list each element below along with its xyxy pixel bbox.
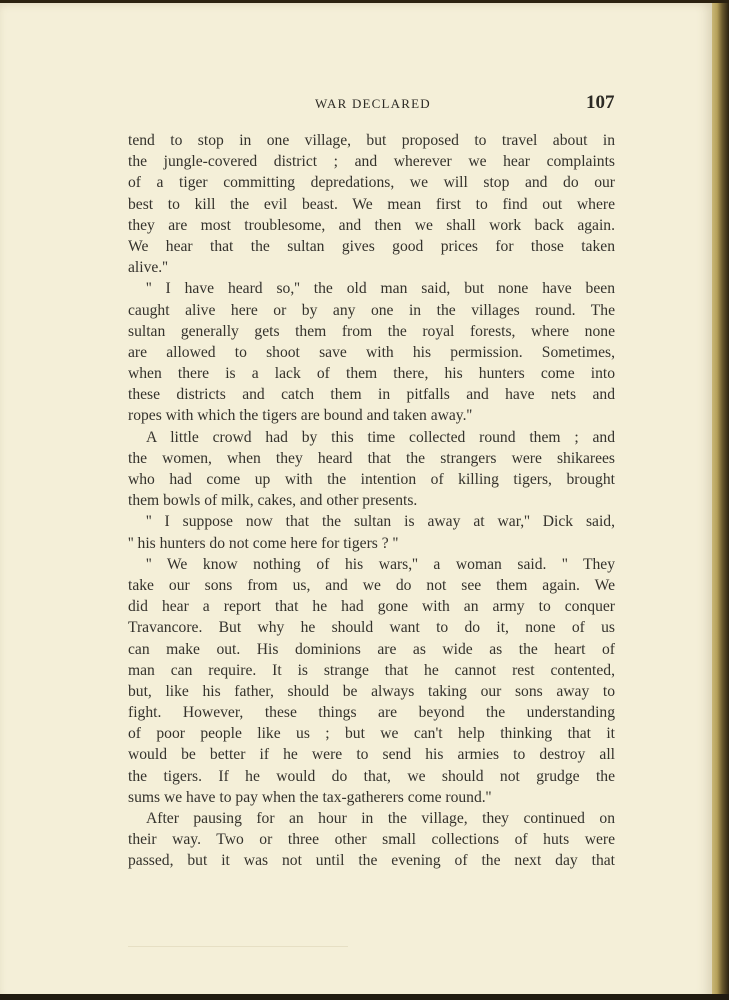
text-line: tend to stop in one village, but proposed to travel about in: [128, 132, 615, 149]
text-line: Travancore. But why he should want to do it, none of us: [128, 619, 615, 637]
text-line: passed, but it was not until the evening of the next day that: [128, 852, 615, 870]
text-line: '' I have heard so,'' the old man said, but none have been: [146, 280, 615, 298]
footer-rule: [128, 946, 348, 947]
text-line: '' I suppose now that the sultan is away at war,'' Dick said,: [146, 513, 615, 531]
text-line: ropes with which the tigers are bound and taken away.'': [128, 407, 473, 425]
text-line: are allowed to shoot save with his permission. Sometimes,: [128, 343, 615, 361]
text-line: these districts and catch them in pitfalls and have nets and: [128, 386, 615, 404]
text-line: but, like his father, should be always taking our sons away to: [128, 682, 615, 700]
text-line: We hear that the sultan gives good prices for those taken: [128, 237, 615, 255]
text-line: would be better if he were to send his armies to destroy all: [128, 746, 615, 764]
page-number: 107: [586, 92, 615, 113]
text-line: fight. However, these things are beyond the understanding: [128, 704, 615, 722]
text-line: who had come up with the intention of killing tigers, brought: [128, 471, 615, 488]
text-line: the tigers. If he would do that, we should not grudge the: [128, 767, 615, 785]
text-line: when there is a lack of them there, his hunters come into: [128, 365, 615, 383]
text-line: did hear a report that he had gone with an army to conquer: [128, 598, 615, 616]
text-line: man can require. It is strange that he cannot rest contented,: [128, 661, 615, 679]
text-line: sultan generally gets them from the royal forests, where none: [128, 322, 615, 340]
text-line: they are most troublesome, and then we shall work back again.: [128, 216, 615, 234]
text-line: caught alive here or by any one in the villages round. The: [128, 301, 615, 319]
text-line: their way. Two or three other small collections of huts were: [128, 831, 615, 849]
text-line: sums we have to pay when the tax-gatherers come round.'': [128, 788, 492, 806]
text-line: them bowls of milk, cakes, and other presents.: [128, 492, 418, 510]
top-edge: [0, 0, 729, 3]
text-line: take our sons from us, and we do not see them again. We: [128, 576, 615, 594]
text-line: '' We know nothing of his wars,'' a woman said. '' They: [146, 555, 615, 573]
page-edge-shadow: [712, 0, 729, 1000]
text-line: can make out. His dominions are as wide as the heart of: [128, 640, 615, 658]
text-line: best to kill the evil beast. We mean first to find out where: [128, 195, 615, 213]
body-text: [128, 130, 615, 872]
running-head: WAR DECLARED: [315, 96, 431, 111]
text-line: A little crowd had by this time collected round them ; and: [146, 428, 615, 446]
bottom-edge: [0, 994, 729, 1000]
text-line: alive.'': [128, 259, 168, 277]
page-header: [0, 92, 729, 118]
text-line: '' his hunters do not come here for tigers ? '': [128, 534, 399, 552]
text-line: of a tiger committing depredations, we will stop and do our: [128, 174, 615, 192]
text-line: of poor people like us ; but we can't help thinking that it: [128, 725, 615, 743]
text-line: After pausing for an hour in the village, they continued on: [146, 810, 615, 827]
text-line: the jungle-covered district ; and wherever we hear complaints: [128, 153, 615, 171]
text-line: the women, when they heard that the strangers were shikarees: [128, 449, 615, 467]
